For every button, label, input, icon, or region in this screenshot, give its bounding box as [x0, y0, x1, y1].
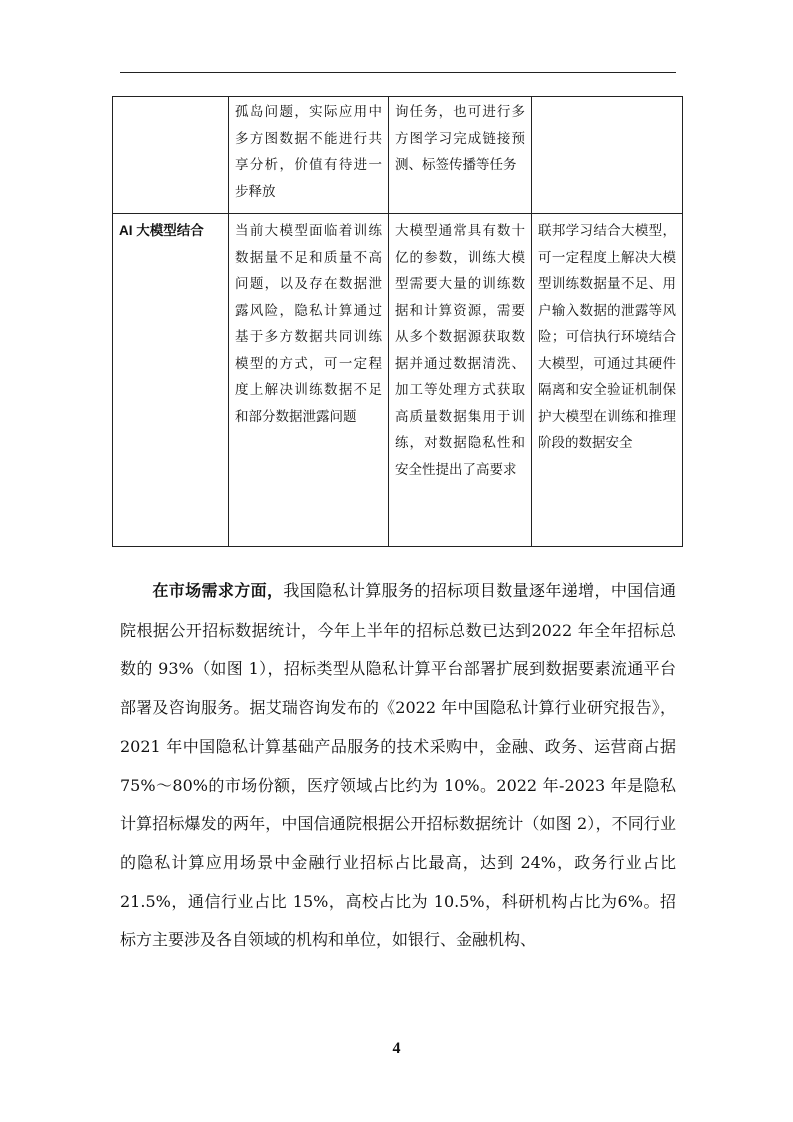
page-number: 4 — [392, 1040, 401, 1057]
paragraph-lead: 在市场需求方面， — [152, 583, 284, 600]
table-cell: 当前大模型面临着训练数据量不足和质量不高问题，以及存在数据泄露风险，隐私计算通过基于多方数据共同训练模型的方式，可一定程度上解决训练数据不足和部分数据泄露问题 — [229, 214, 389, 547]
header-rule — [120, 72, 676, 73]
paragraph-text: 我国隐私计算服务的招标项目数量逐年递增，中国信通院根据公开招标数据统计，今年上半年的招标总数已达到2022 年全年招标总数的 93%（如图 1），招标类型从隐私计算平台部署扩展到数据要素流通平台部署及咨询服务。据艾瑞咨询发布的《2022 年中国隐私计算行业研究报告》，2021 年中国隐私计算基础产品服务的技术采购中，金融、政务、运营商占据 75%～80%的市场份额，医疗领域占比约为 10%。2022 年-2023 年是隐私计算招标爆发的两年，中国信通院根据公开招标数据统计（如图 2），不同行业的隐私计算应用场景中金融行业招标占比最高，达到 24%，政务行业占比 21.5%，通信行业占比 15%，高校占比为 10.5%，科研机构占比为6%。招标方主要涉及各自领域的机构和单位，如银行、金融机构、 — [120, 581, 676, 950]
table-row — [113, 214, 683, 547]
comparison-table — [112, 96, 683, 547]
body-paragraph — [120, 572, 676, 960]
row-label: AI 大模型结合 — [113, 214, 229, 547]
table-cell: 询任务，也可进行多方图学习完成链接预测、标签传播等任务 — [389, 97, 532, 214]
table-cell: 联邦学习结合大模型，可一定程度上解决大模型训练数据量不足、用户输入数据的泄露等风险；可信执行环境结合大模型，可通过其硬件隔离和安全验证机制保护大模型在训练和推理阶段的数据安全 — [532, 214, 683, 547]
row-label — [113, 97, 229, 214]
table-cell: 大模型通常具有数十亿的参数，训练大模型需要大量的训练数据和计算资源，需要从多个数据源获取数据并通过数据清洗、加工等处理方式获取高质量数据集用于训练，对数据隐私性和安全性提出了高要求 — [389, 214, 532, 547]
table-row — [113, 97, 683, 214]
table-cell: 孤岛问题，实际应用中多方图数据不能进行共享分析，价值有待进一步释放 — [229, 97, 389, 214]
table-cell — [532, 97, 683, 214]
